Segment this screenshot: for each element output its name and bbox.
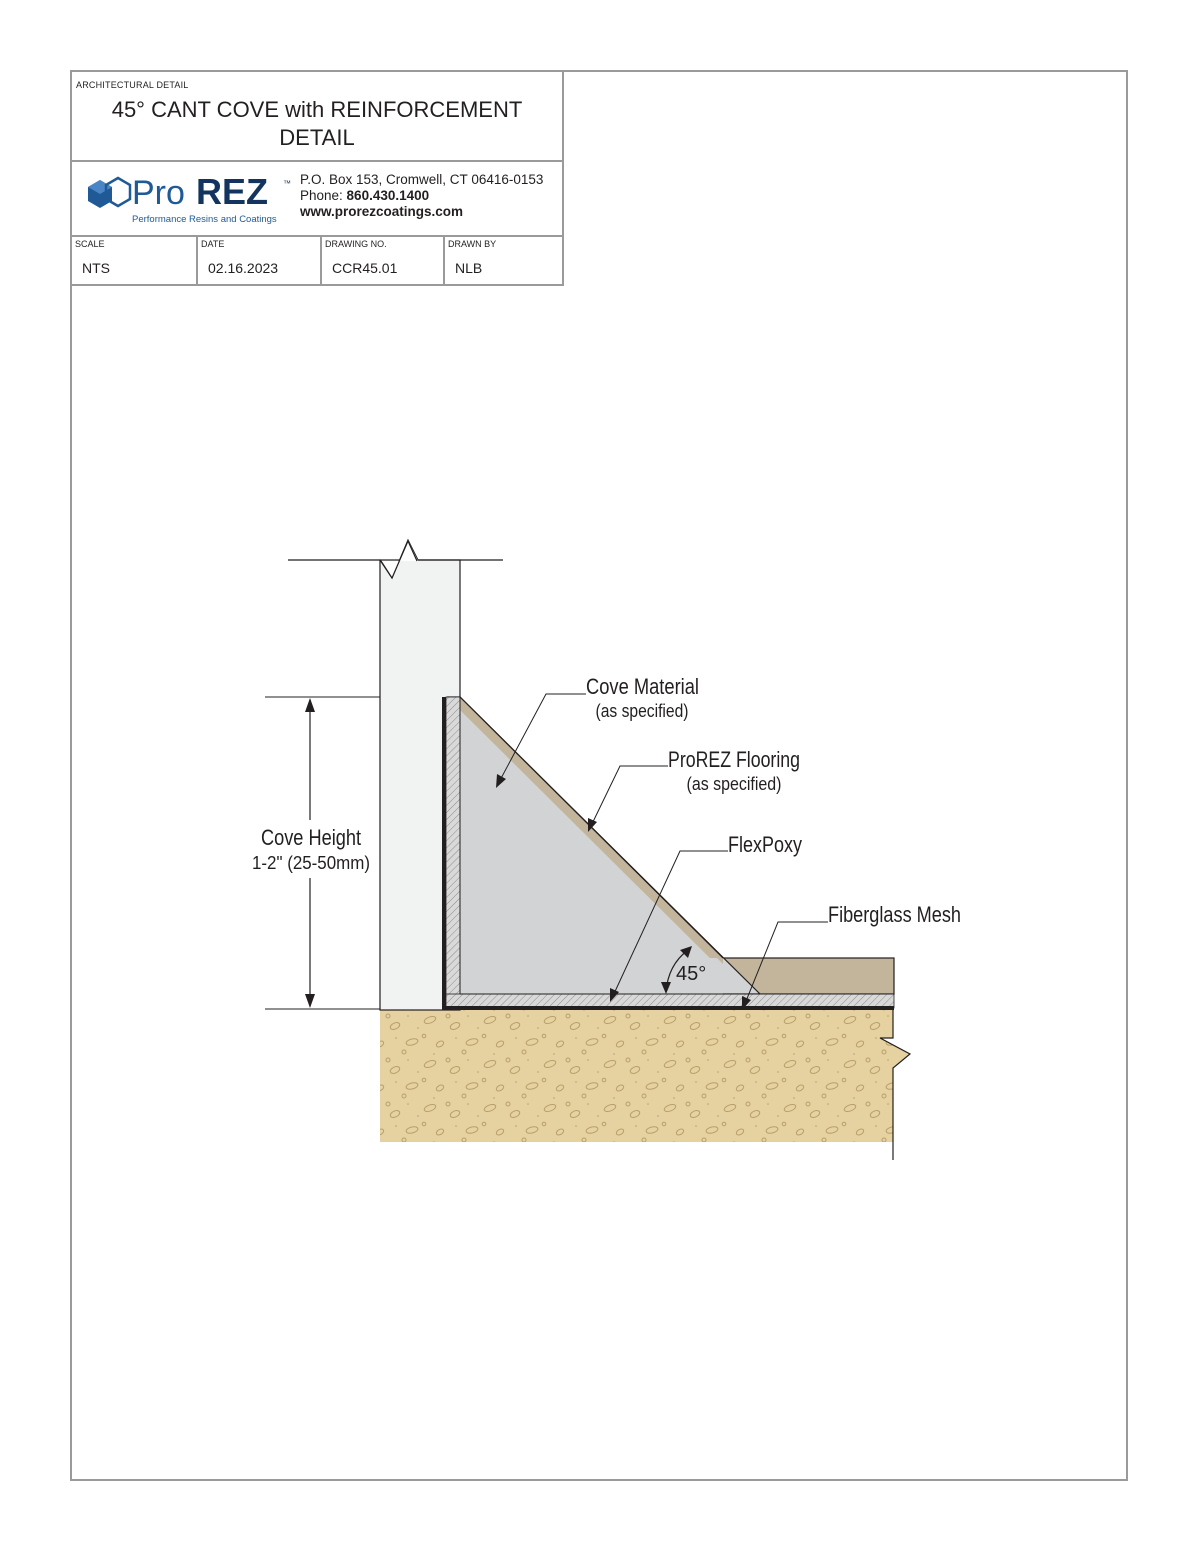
drawing-title-line-2: DETAIL — [279, 125, 355, 150]
cove-height-label: Cove Height — [261, 825, 361, 850]
address-text: P.O. Box 153, Cromwell, CT 06416-0153 — [300, 172, 544, 187]
dimension-arrow-up-icon — [305, 698, 315, 712]
field-date-value: 02.16.2023 — [208, 260, 279, 276]
flexpoxy-label: FlexPoxy — [728, 832, 802, 857]
logo-rez-text: REZ — [196, 171, 268, 212]
phone-label: Phone: — [300, 188, 347, 203]
cove-fill — [444, 697, 723, 994]
fiberglass-mesh-label: Fiberglass Mesh — [828, 902, 961, 927]
logo-tagline: Performance Resins and Coatings — [132, 214, 277, 225]
field-drawn-by-value: NLB — [455, 260, 483, 276]
field-date-label: DATE — [201, 239, 225, 249]
dimension-arrow-down-icon — [305, 994, 315, 1008]
prorez-flooring-label: ProREZ Flooring — [668, 747, 800, 772]
logo-tm: ™ — [283, 179, 291, 188]
prorez-flooring-note: (as specified) — [686, 774, 782, 794]
field-scale-label: SCALE — [75, 239, 105, 249]
reinforcement-vertical — [446, 697, 460, 996]
drawing-title-line-1: 45° CANT COVE with REINFORCEMENT — [111, 97, 523, 122]
field-scale-value: NTS — [82, 260, 110, 276]
cove-material-note: (as specified) — [595, 701, 689, 721]
cove-height-value: 1-2" (25-50mm) — [252, 853, 370, 873]
phone-number: 860.430.1400 — [346, 188, 430, 203]
detail-type-label: ARCHITECTURAL DETAIL — [76, 80, 189, 90]
logo-pro-text: Pro — [132, 174, 185, 212]
website-text: www.prorezcoatings.com — [300, 204, 464, 219]
field-drawing-no-label: DRAWING NO. — [325, 239, 387, 249]
reinforcement-horizontal — [446, 994, 894, 1008]
concrete-substrate — [380, 1010, 910, 1142]
field-drawn-by-label: DRAWN BY — [448, 239, 497, 249]
leader-prorez-flooring — [590, 766, 668, 828]
field-drawing-no-value: CCR45.01 — [332, 260, 398, 276]
angle-label: 45° — [676, 963, 707, 985]
cove-material-label: Cove Material — [586, 674, 699, 699]
